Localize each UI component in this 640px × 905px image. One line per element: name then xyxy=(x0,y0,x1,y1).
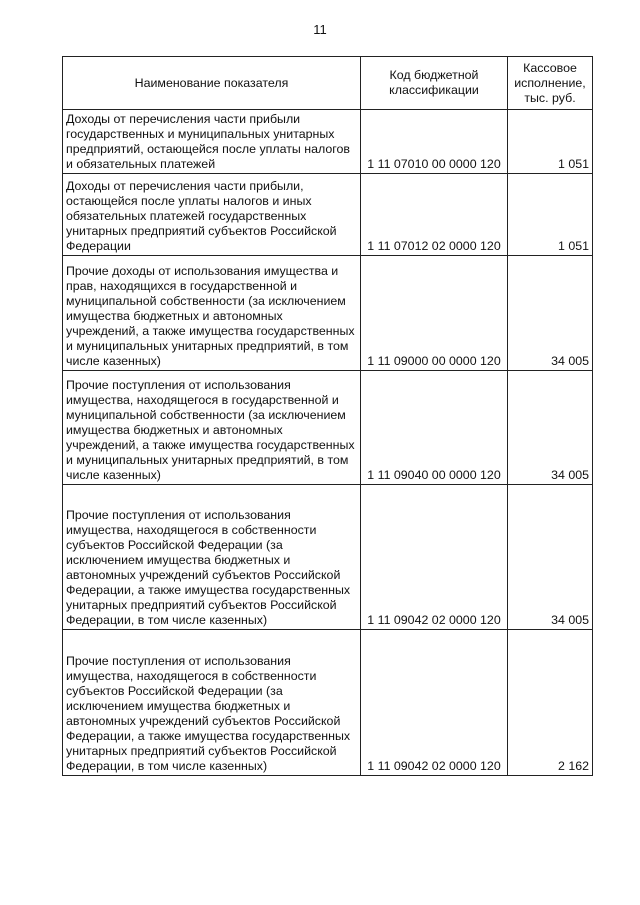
cash-amount: 1 051 xyxy=(508,110,593,174)
header-indicator-name: Наименование показателя xyxy=(63,57,361,110)
indicator-name: Прочие доходы от использования имущества и прав, находящихся в государственной и муниципальной собственности (за исключением имущества бюджетных и автономных учреждений, а также имущества государственных и муниципальных унитарных предприятий, в том числе казенных) xyxy=(63,256,361,371)
header-cash-execution: Кассовое исполнение, тыс. руб. xyxy=(508,57,593,110)
budget-code: 1 11 09000 00 0000 120 xyxy=(361,256,508,371)
budget-code: 1 11 09042 02 0000 120 xyxy=(361,485,508,630)
indicator-name: Прочие поступления от использования имущества, находящегося в собственности субъектов Российской Федерации (за исключением имущества бюджетных и автономных учреждений субъектов Российской Федерации, а также имущества государственных унитарных предприятий субъектов Российской Федерации, в том числе казенных) xyxy=(63,485,361,630)
table-row xyxy=(63,110,593,174)
cash-amount: 2 162 xyxy=(508,630,593,776)
cash-amount: 34 005 xyxy=(508,371,593,485)
cash-amount: 34 005 xyxy=(508,485,593,630)
header-budget-code: Код бюджетной классификации xyxy=(361,57,508,110)
table-row xyxy=(63,174,593,256)
indicator-name: Прочие поступления от использования имущества, находящегося в собственности субъектов Российской Федерации (за исключением имущества бюджетных и автономных учреждений субъектов Российской Федерации, а также имущества государственных унитарных предприятий субъектов Российской Федерации, в том числе казенных) xyxy=(63,630,361,776)
cash-amount: 1 051 xyxy=(508,174,593,256)
table-row xyxy=(63,256,593,371)
cash-amount: 34 005 xyxy=(508,256,593,371)
budget-code: 1 11 07010 00 0000 120 xyxy=(361,110,508,174)
table-row xyxy=(63,371,593,485)
table-header-row xyxy=(63,57,593,110)
budget-table xyxy=(62,56,593,776)
table-row xyxy=(63,485,593,630)
budget-code: 1 11 07012 02 0000 120 xyxy=(361,174,508,256)
indicator-name: Доходы от перечисления части прибыли, остающейся после уплаты налогов и иных обязательных платежей государственных унитарных предприятий субъектов Российской Федерации xyxy=(63,174,361,256)
indicator-name: Доходы от перечисления части прибыли государственных и муниципальных унитарных предприятий, остающейся после уплаты налогов и обязательных платежей xyxy=(63,110,361,174)
table-row xyxy=(63,630,593,776)
indicator-name: Прочие поступления от использования имущества, находящегося в государственной и муниципальной собственности (за исключением имущества бюджетных и автономных учреждений, а также имущества государственных и муниципальных унитарных предприятий, в том числе казенных) xyxy=(63,371,361,485)
budget-code: 1 11 09042 02 0000 120 xyxy=(361,630,508,776)
budget-code: 1 11 09040 00 0000 120 xyxy=(361,371,508,485)
page-number: 11 xyxy=(313,22,327,37)
